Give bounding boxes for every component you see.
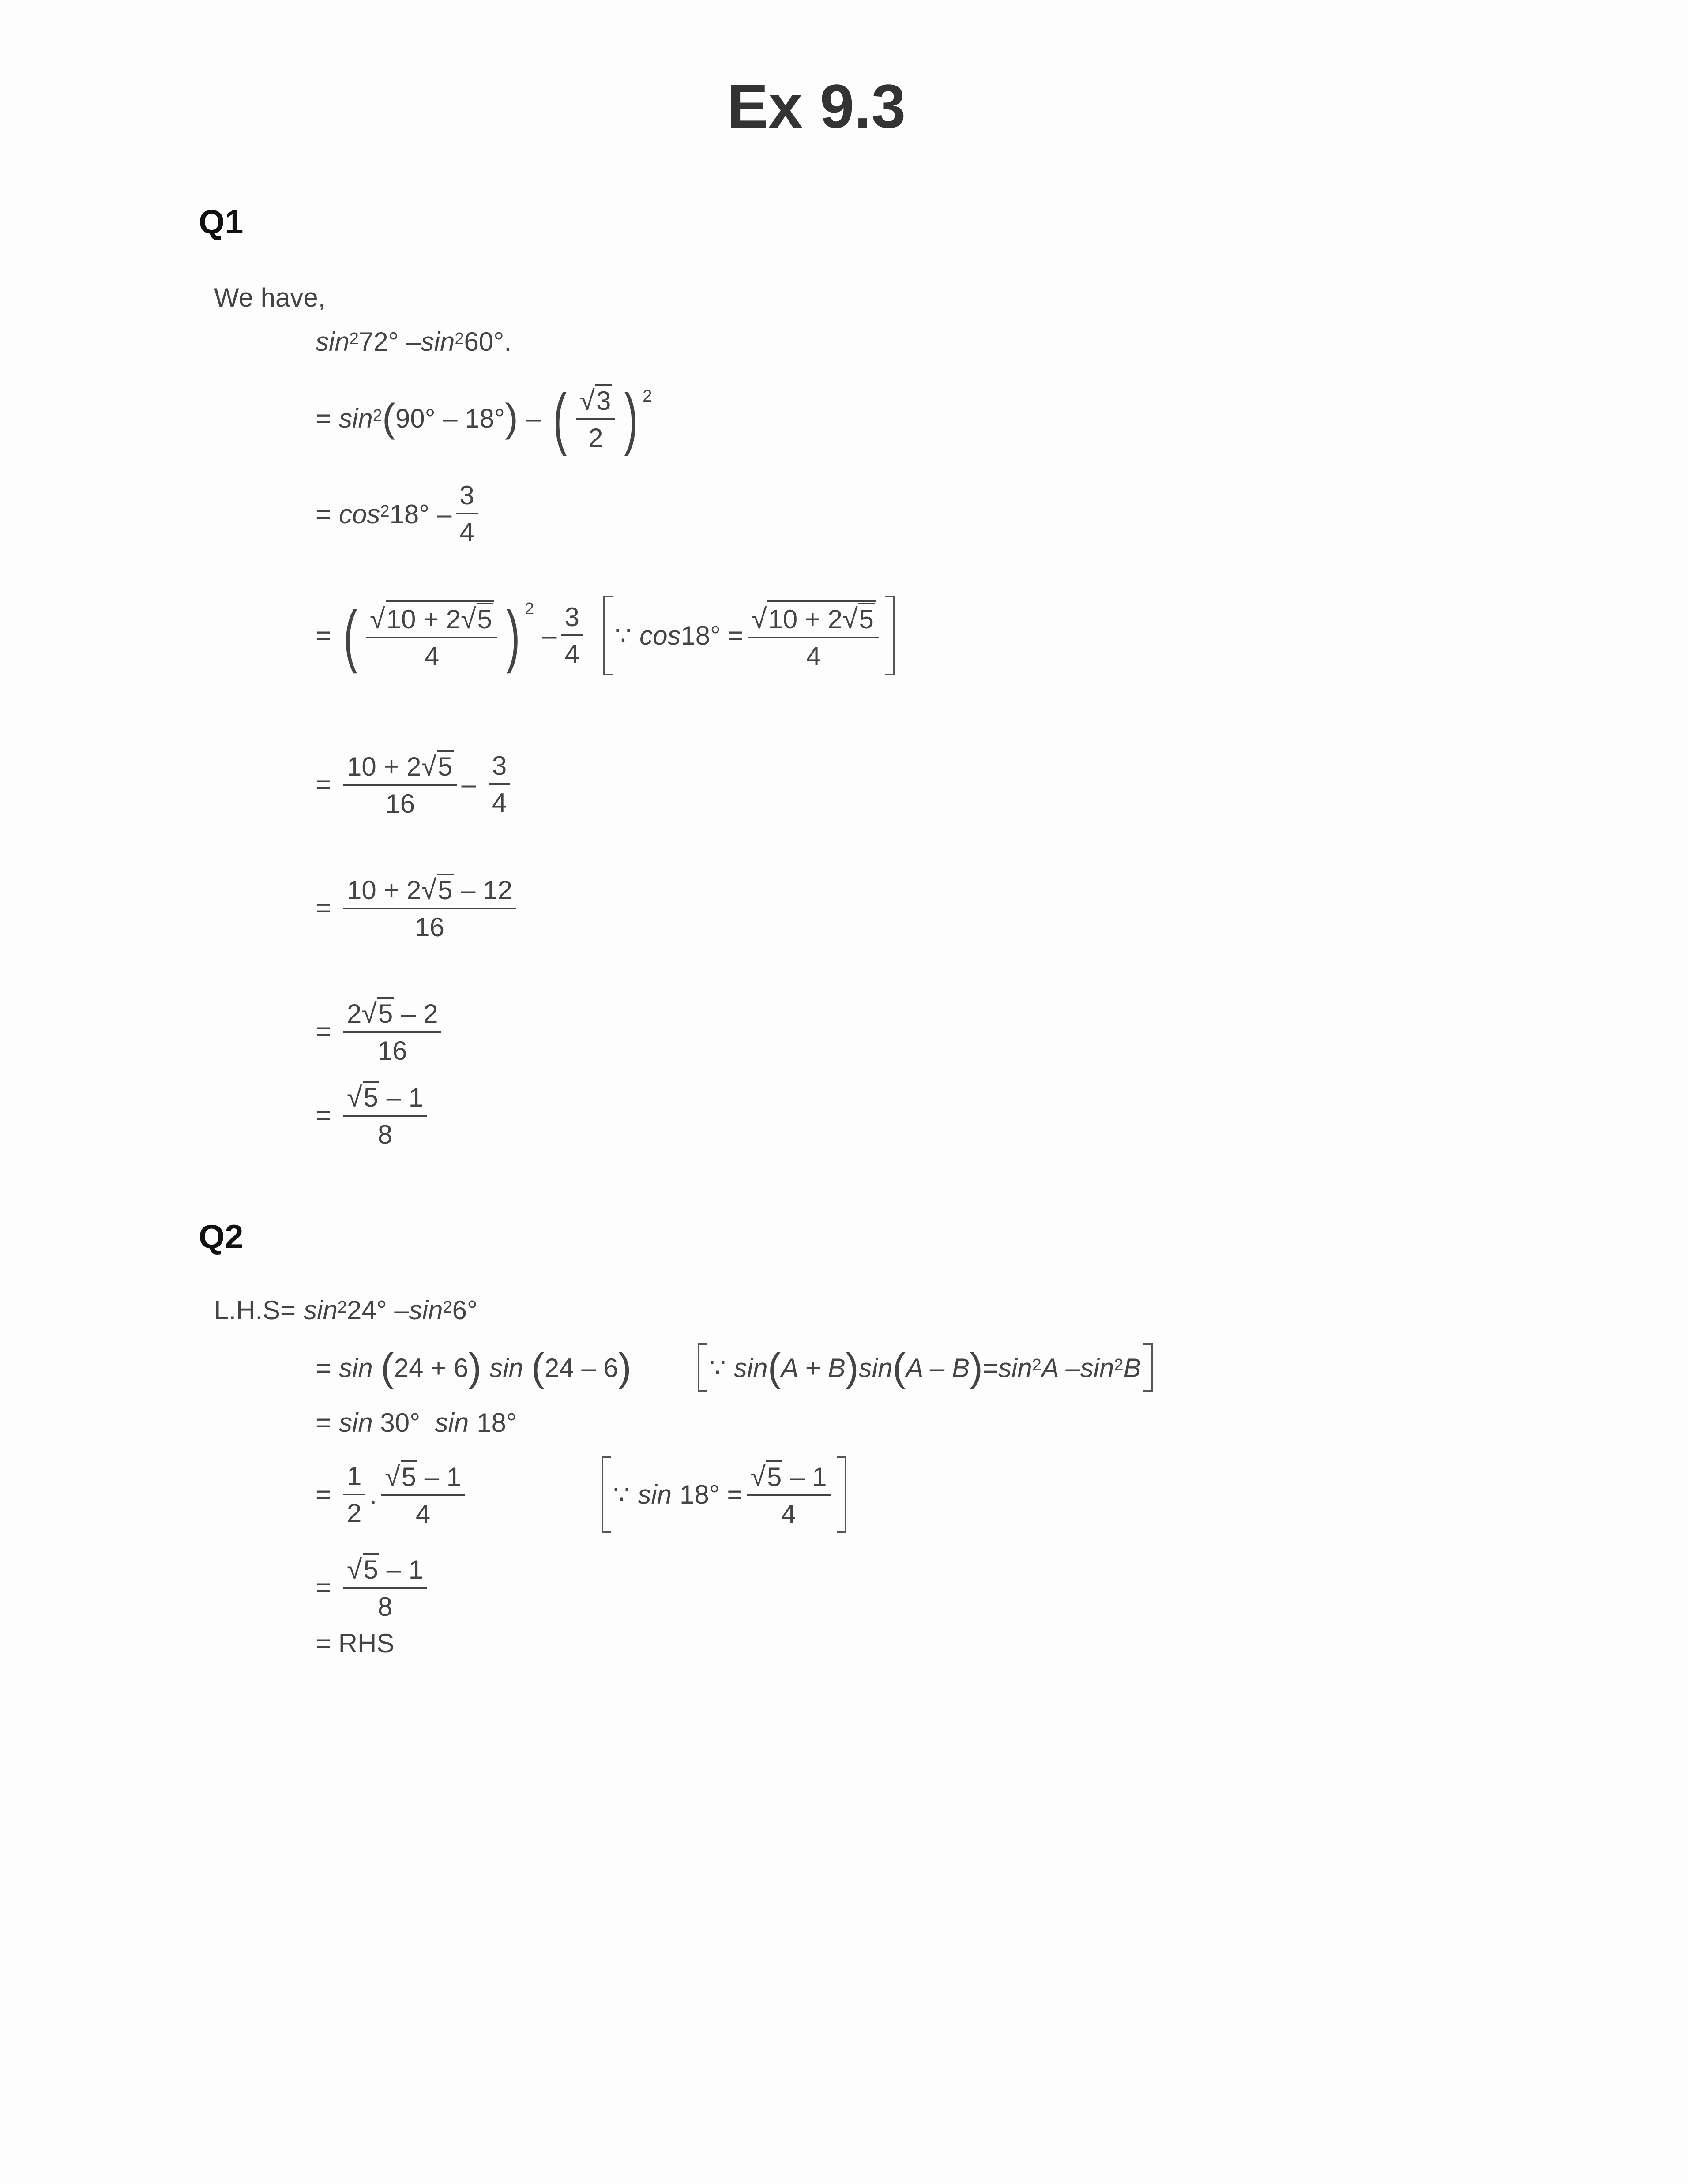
q1-line-2: [316, 380, 652, 457]
big-paren-open: (: [343, 597, 357, 674]
numerator-tail: – 1: [379, 1083, 424, 1112]
sin-fn: sin: [409, 1295, 443, 1325]
paren-close: ): [845, 1346, 859, 1390]
numerator-tail: – 1: [782, 1462, 827, 1492]
q2-line-1: [214, 1295, 477, 1325]
equals: =: [982, 1353, 999, 1383]
expr: 6°: [452, 1295, 477, 1325]
denominator: 4: [459, 518, 474, 547]
numerator-tail: – 2: [394, 999, 438, 1028]
argument: 18° =: [680, 621, 744, 650]
because-bracket: [603, 596, 895, 675]
paren-open: (: [767, 1346, 781, 1390]
exponent: 2: [643, 387, 652, 405]
radicand: 5: [377, 997, 394, 1028]
denominator: 16: [415, 912, 444, 942]
expr: B: [1123, 1353, 1141, 1383]
sin-fn: sin: [638, 1480, 672, 1509]
argument: 24 – 6: [544, 1353, 618, 1383]
numerator: 3: [561, 603, 583, 636]
q1-line-6: [316, 874, 520, 942]
numerator: 1: [343, 1462, 365, 1495]
numerator: 3: [456, 481, 477, 514]
inner-radicand: 5: [858, 603, 875, 633]
cos-fn: cos: [639, 621, 681, 650]
exponent: 2: [349, 330, 359, 348]
q1-line-1: [316, 326, 511, 357]
sin-fn: sin: [858, 1353, 893, 1383]
q1-line-5: [316, 750, 515, 818]
fraction: 2 √ 5 – 2 16: [343, 997, 441, 1066]
sin-fn: sin: [304, 1295, 338, 1325]
numerator-tail: – 12: [453, 875, 512, 905]
big-paren-close: ): [506, 597, 520, 674]
sin-fn: sin: [1080, 1353, 1114, 1383]
argument: 90° – 18°: [395, 403, 505, 433]
q1-intro: We have,: [214, 283, 326, 312]
exponent: 2: [372, 406, 382, 425]
equals: =: [316, 621, 331, 650]
argument: 18° =: [680, 1480, 743, 1509]
radicand: 5: [401, 1460, 417, 1491]
because-bracket: [602, 1456, 846, 1533]
exponent: 2: [455, 330, 464, 348]
numerator-tail: – 1: [417, 1462, 462, 1492]
denominator: 2: [588, 423, 603, 453]
denominator: 8: [377, 1120, 393, 1149]
radicand: 10 + 2: [386, 604, 461, 634]
equals: =: [316, 499, 331, 529]
expr: A –: [1041, 1353, 1080, 1383]
fraction: [489, 751, 510, 818]
page-title: Ex 9.3: [727, 71, 906, 141]
sin-fn: sin: [489, 1353, 523, 1383]
exponent: 2: [380, 502, 390, 521]
q2-line-3: [316, 1407, 517, 1438]
sin-fn: sin: [998, 1353, 1032, 1383]
because-symbol: ∵: [614, 620, 632, 650]
argument: A + B: [781, 1353, 846, 1383]
exponent: 2: [524, 600, 534, 618]
exponent: 2: [337, 1298, 347, 1317]
because-symbol: ∵: [613, 1479, 630, 1509]
argument: 18°: [477, 1408, 517, 1437]
denominator: 4: [806, 642, 821, 671]
minus: –: [526, 403, 541, 433]
denominator: 16: [385, 789, 415, 818]
minus: –: [542, 621, 557, 650]
argument: 30°: [372, 1408, 435, 1437]
paren-close: ): [468, 1346, 482, 1390]
denominator: 4: [781, 1499, 796, 1529]
denominator: 8: [377, 1592, 393, 1621]
sin-fn: sin: [339, 1408, 373, 1437]
exponent: 2: [1032, 1355, 1041, 1374]
big-paren-open: (: [553, 380, 567, 457]
radicand: 5: [766, 1460, 782, 1491]
fraction: 10 + 2 √ 5 16: [343, 750, 457, 818]
q1-line-3: [316, 481, 482, 547]
equals: =: [316, 893, 331, 923]
fraction: [456, 481, 477, 547]
q2-line-6-rhs: = RHS: [316, 1629, 395, 1658]
equals: =: [316, 1408, 331, 1437]
equals: =: [316, 403, 331, 433]
expr: 60°.: [464, 327, 511, 356]
question-1-heading: Q1: [199, 203, 244, 241]
sin-fn: sin: [421, 327, 455, 356]
numerator-tail: – 1: [379, 1555, 424, 1584]
equals: =: [316, 1017, 331, 1046]
paren-close: ): [505, 396, 519, 440]
fraction: √ 5 – 1 8: [343, 1081, 427, 1149]
question-2-heading: Q2: [199, 1218, 244, 1256]
paren-open: (: [382, 396, 395, 440]
fraction: √ 5 – 1 4: [747, 1460, 830, 1529]
sin-fn: sin: [435, 1408, 469, 1437]
fraction: [343, 1462, 365, 1528]
because-symbol: ∵: [709, 1353, 726, 1382]
sin-fn: sin: [733, 1353, 768, 1383]
denominator: 4: [415, 1499, 431, 1529]
numerator: 3: [489, 751, 510, 785]
q1-line-8: [316, 1081, 431, 1149]
big-paren-close: ): [624, 380, 638, 457]
radicand: 5: [363, 1553, 379, 1584]
q2-line-5: [316, 1553, 431, 1621]
equals: =: [316, 1353, 331, 1383]
fraction: [561, 603, 583, 669]
q1-line-4: [316, 596, 895, 675]
sin-fn: sin: [339, 1353, 373, 1383]
radicand: 5: [437, 874, 453, 904]
denominator: 2: [347, 1498, 362, 1528]
radicand: 5: [363, 1081, 379, 1111]
sin-fn: sin: [339, 403, 373, 433]
expr: 24° –: [346, 1295, 409, 1325]
fraction: √ 10 + 2 √ 5 4: [748, 600, 879, 671]
argument: A – B: [906, 1353, 970, 1383]
inner-radicand: 5: [477, 603, 493, 633]
paren-close: ): [970, 1346, 983, 1390]
radicand: 3: [595, 384, 612, 415]
fraction: √ 10 + 2 √ 5 4: [366, 600, 497, 671]
equals: =: [316, 1100, 331, 1130]
sin-fn: sin: [316, 327, 350, 356]
radicand: 5: [437, 750, 453, 781]
minus: –: [461, 769, 476, 799]
exponent: 2: [443, 1298, 452, 1317]
q2-line-4: [316, 1456, 846, 1533]
denominator: 16: [377, 1036, 407, 1066]
cos-fn: cos: [339, 499, 380, 529]
expr: 72° –: [358, 327, 421, 356]
denominator: 4: [492, 788, 507, 818]
q1-line-7: [316, 997, 446, 1066]
denominator: 4: [424, 642, 440, 671]
exponent: 2: [1114, 1355, 1124, 1374]
numerator: 2: [347, 999, 362, 1028]
fraction: √ 5 – 1 8: [343, 1553, 427, 1621]
equals: =: [316, 769, 331, 799]
identity-bracket: [698, 1343, 1153, 1392]
equals: =: [316, 1480, 331, 1509]
numerator: 10 + 2: [347, 752, 421, 781]
numerator: 10 + 2: [347, 875, 421, 905]
argument: 24 + 6: [394, 1353, 469, 1383]
paren-open: (: [380, 1346, 394, 1390]
lhs-label: L.H.S=: [214, 1295, 296, 1325]
paren-open: (: [892, 1346, 906, 1390]
radicand: 10 + 2: [768, 604, 842, 634]
dot: .: [369, 1480, 377, 1509]
paren-close: ): [618, 1346, 632, 1390]
fraction: 10 + 2 √ 5 – 12 16: [343, 874, 516, 942]
fraction: √ 5 – 1 4: [381, 1460, 465, 1529]
fraction: √ 3 2: [576, 384, 615, 453]
q2-line-2: [316, 1343, 1153, 1392]
argument: 18° –: [389, 499, 452, 529]
paren-open: (: [531, 1346, 545, 1390]
denominator: 4: [564, 639, 579, 669]
equals: =: [316, 1572, 331, 1602]
